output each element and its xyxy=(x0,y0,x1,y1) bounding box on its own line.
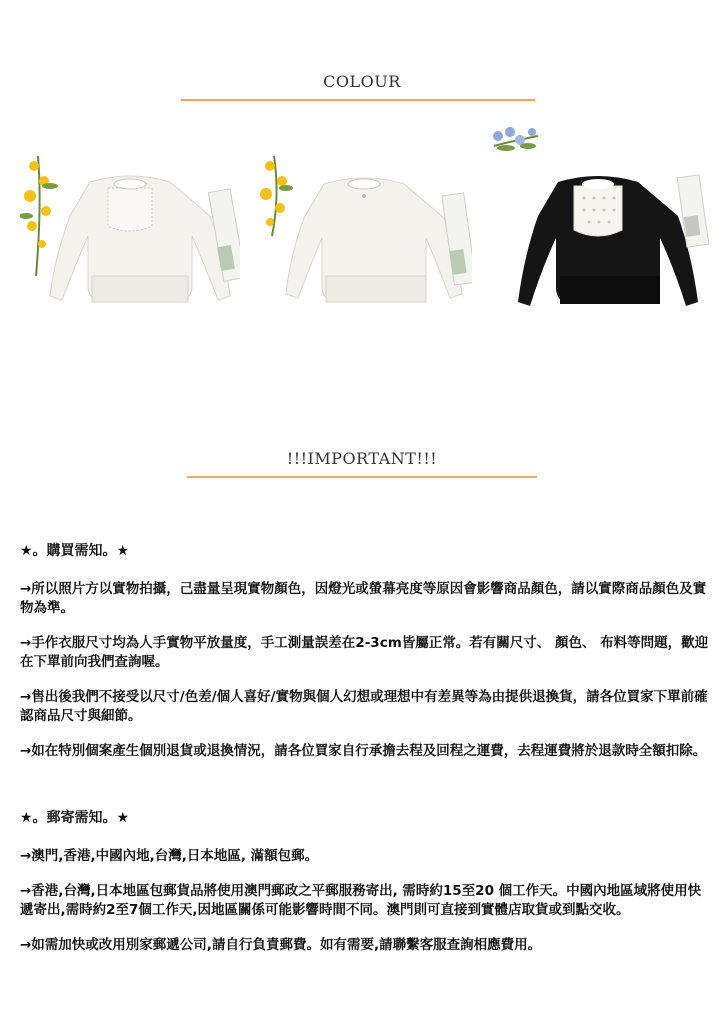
purchase-notice-header: ★。購買需知。★ xyxy=(20,543,130,559)
section-gap xyxy=(20,777,710,807)
notes-section xyxy=(20,540,710,971)
purchase-notice-item: →如在特別個案產生個別退貨或退換情況，請各位買家自行承擔去程及回程之運費，去程運費將於退款時全額扣除。 xyxy=(20,743,707,759)
product-photos xyxy=(20,126,710,366)
product-photo-white-back xyxy=(252,126,472,366)
important-title: !!!IMPORTANT!!! xyxy=(286,449,438,468)
black-blouse-shape xyxy=(518,176,698,306)
shipping-notice-item: →如需加快或改用別家郵遞公司,請自行負責郵費。如有需要,請聯繫客服查詢相應費用。 xyxy=(20,937,542,953)
product-photo-black-front xyxy=(486,126,710,366)
yellow-flower-sprig xyxy=(260,156,293,236)
purchase-notice-item: →所以照片方以實物拍攝，己盡量呈現實物顏色，因燈光或螢幕亮度等原因會影響商品顏色，請以實際商品顏色及實物為準。 xyxy=(20,581,707,616)
blue-flower-sprig xyxy=(493,127,538,151)
white-blouse-back-illustration xyxy=(252,126,472,366)
colour-title: COLOUR xyxy=(323,72,401,91)
colour-divider xyxy=(181,99,535,101)
shipping-notice-item: →香港,台灣,日本地區包郵貨品將使用澳門郵政之平郵服務寄出, 需時約15至20 個工作天。中國內地區域將使用快遞寄出,需時約2至7個工作天,因地區關係可能影響時間不同。澳門則可直接到實體店取貨或到點交收。 xyxy=(20,883,702,918)
yellow-flower-sprig xyxy=(20,156,58,276)
purchase-notice-item: →手作衣服尺寸均為人手實物平放量度，手工測量誤差在2-3cm皆屬正常。若有關尺寸、 顏色、 布料等問題，歡迎在下單前向我們查詢喔。 xyxy=(20,635,709,670)
shipping-notice-item: →澳門,香港,中國內地,台灣,日本地區, 滿額包郵。 xyxy=(20,848,319,864)
product-photo-white-front xyxy=(20,126,240,366)
black-blouse-front-illustration xyxy=(486,126,710,366)
white-blouse-front-illustration xyxy=(20,126,240,366)
white-blouse-shape xyxy=(50,176,230,302)
shipping-notice-header: ★。郵寄需知。★ xyxy=(20,810,130,826)
white-blouse-shape xyxy=(286,178,462,302)
purchase-notice-item: →售出後我們不接受以尺寸/色差/個人喜好/實物與個人幻想或理想中有差異等為由提供退換貨，請各位買家下單前確認商品尺寸與細節。 xyxy=(20,689,708,724)
important-divider xyxy=(187,476,537,478)
